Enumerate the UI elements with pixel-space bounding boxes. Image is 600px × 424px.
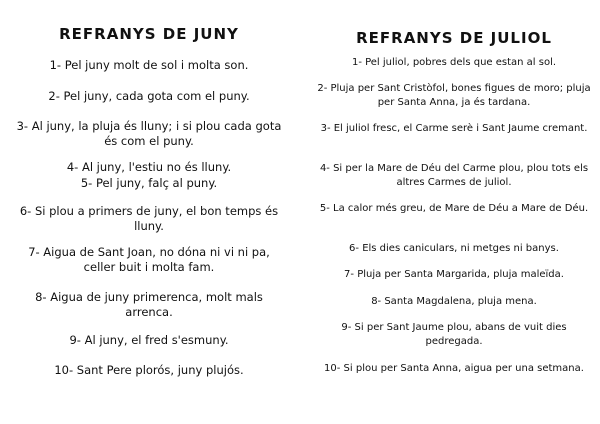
june-proverb-10: 10- Sant Pere plorós, juny plujós. (54, 363, 244, 377)
july-proverb-6: 6- Els dies caniculars, ni metges ni banys. (349, 243, 559, 254)
july-proverb-1: 1- Pel juliol, pobres dels que estan al sol. (351, 57, 557, 68)
july-proverb-8: 8- Santa Magdalena, pluja mena. (371, 296, 537, 307)
july-proverb-5: 5- La calor més greu, de Mare de Déu a Mare de Déu. (319, 203, 589, 214)
june-proverb-2: 2- Pel juny, cada gota com el puny. (48, 89, 250, 103)
june-proverb-1: 1- Pel juny molt de sol i molta son. (49, 58, 249, 72)
june-proverb-8: 8- Aigua de juny primerenca, molt mals arrenca. (35, 290, 263, 319)
june-proverb-7: 7- Aigua de Sant Joan, no dóna ni vi ni pa, celler buit i molta fam. (28, 245, 270, 274)
june-proverb-4: 4- Al juny, l'estiu no és lluny. (66, 160, 232, 174)
july-proverb-2: 2- Pluja per Sant Cristòfol, bones figues de moro; pluja per Santa Anna, ja és tardana. (317, 83, 591, 108)
july-proverb-7: 7- Pluja per Santa Margarida, pluja maleïda. (344, 269, 564, 280)
june-proverb-9: 9- Al juny, el fred s'esmuny. (69, 333, 229, 347)
july-proverb-9: 9- Si per Sant Jaume plou, abans de vuit dies pedregada. (341, 322, 567, 347)
june-title: REFRANYS DE JUNY (59, 25, 239, 43)
june-proverb-6: 6- Si plou a primers de juny, el bon temps és lluny. (19, 204, 279, 233)
july-proverb-3: 3- El juliol fresc, el Carme serè i Sant Jaume cremant. (320, 123, 588, 134)
july-proverb-10: 10- Si plou per Santa Anna, aigua per una setmana. (324, 363, 584, 374)
june-proverb-3: 3- Al juny, la pluja és lluny; i si plou cada gota és com el puny. (16, 119, 282, 148)
june-proverb-5: 5- Pel juny, falç al puny. (80, 176, 218, 190)
july-proverb-4: 4- Si per la Mare de Déu del Carme plou, plou tots els altres Carmes de juliol. (319, 163, 589, 188)
july-title: REFRANYS DE JULIOL (356, 29, 552, 47)
